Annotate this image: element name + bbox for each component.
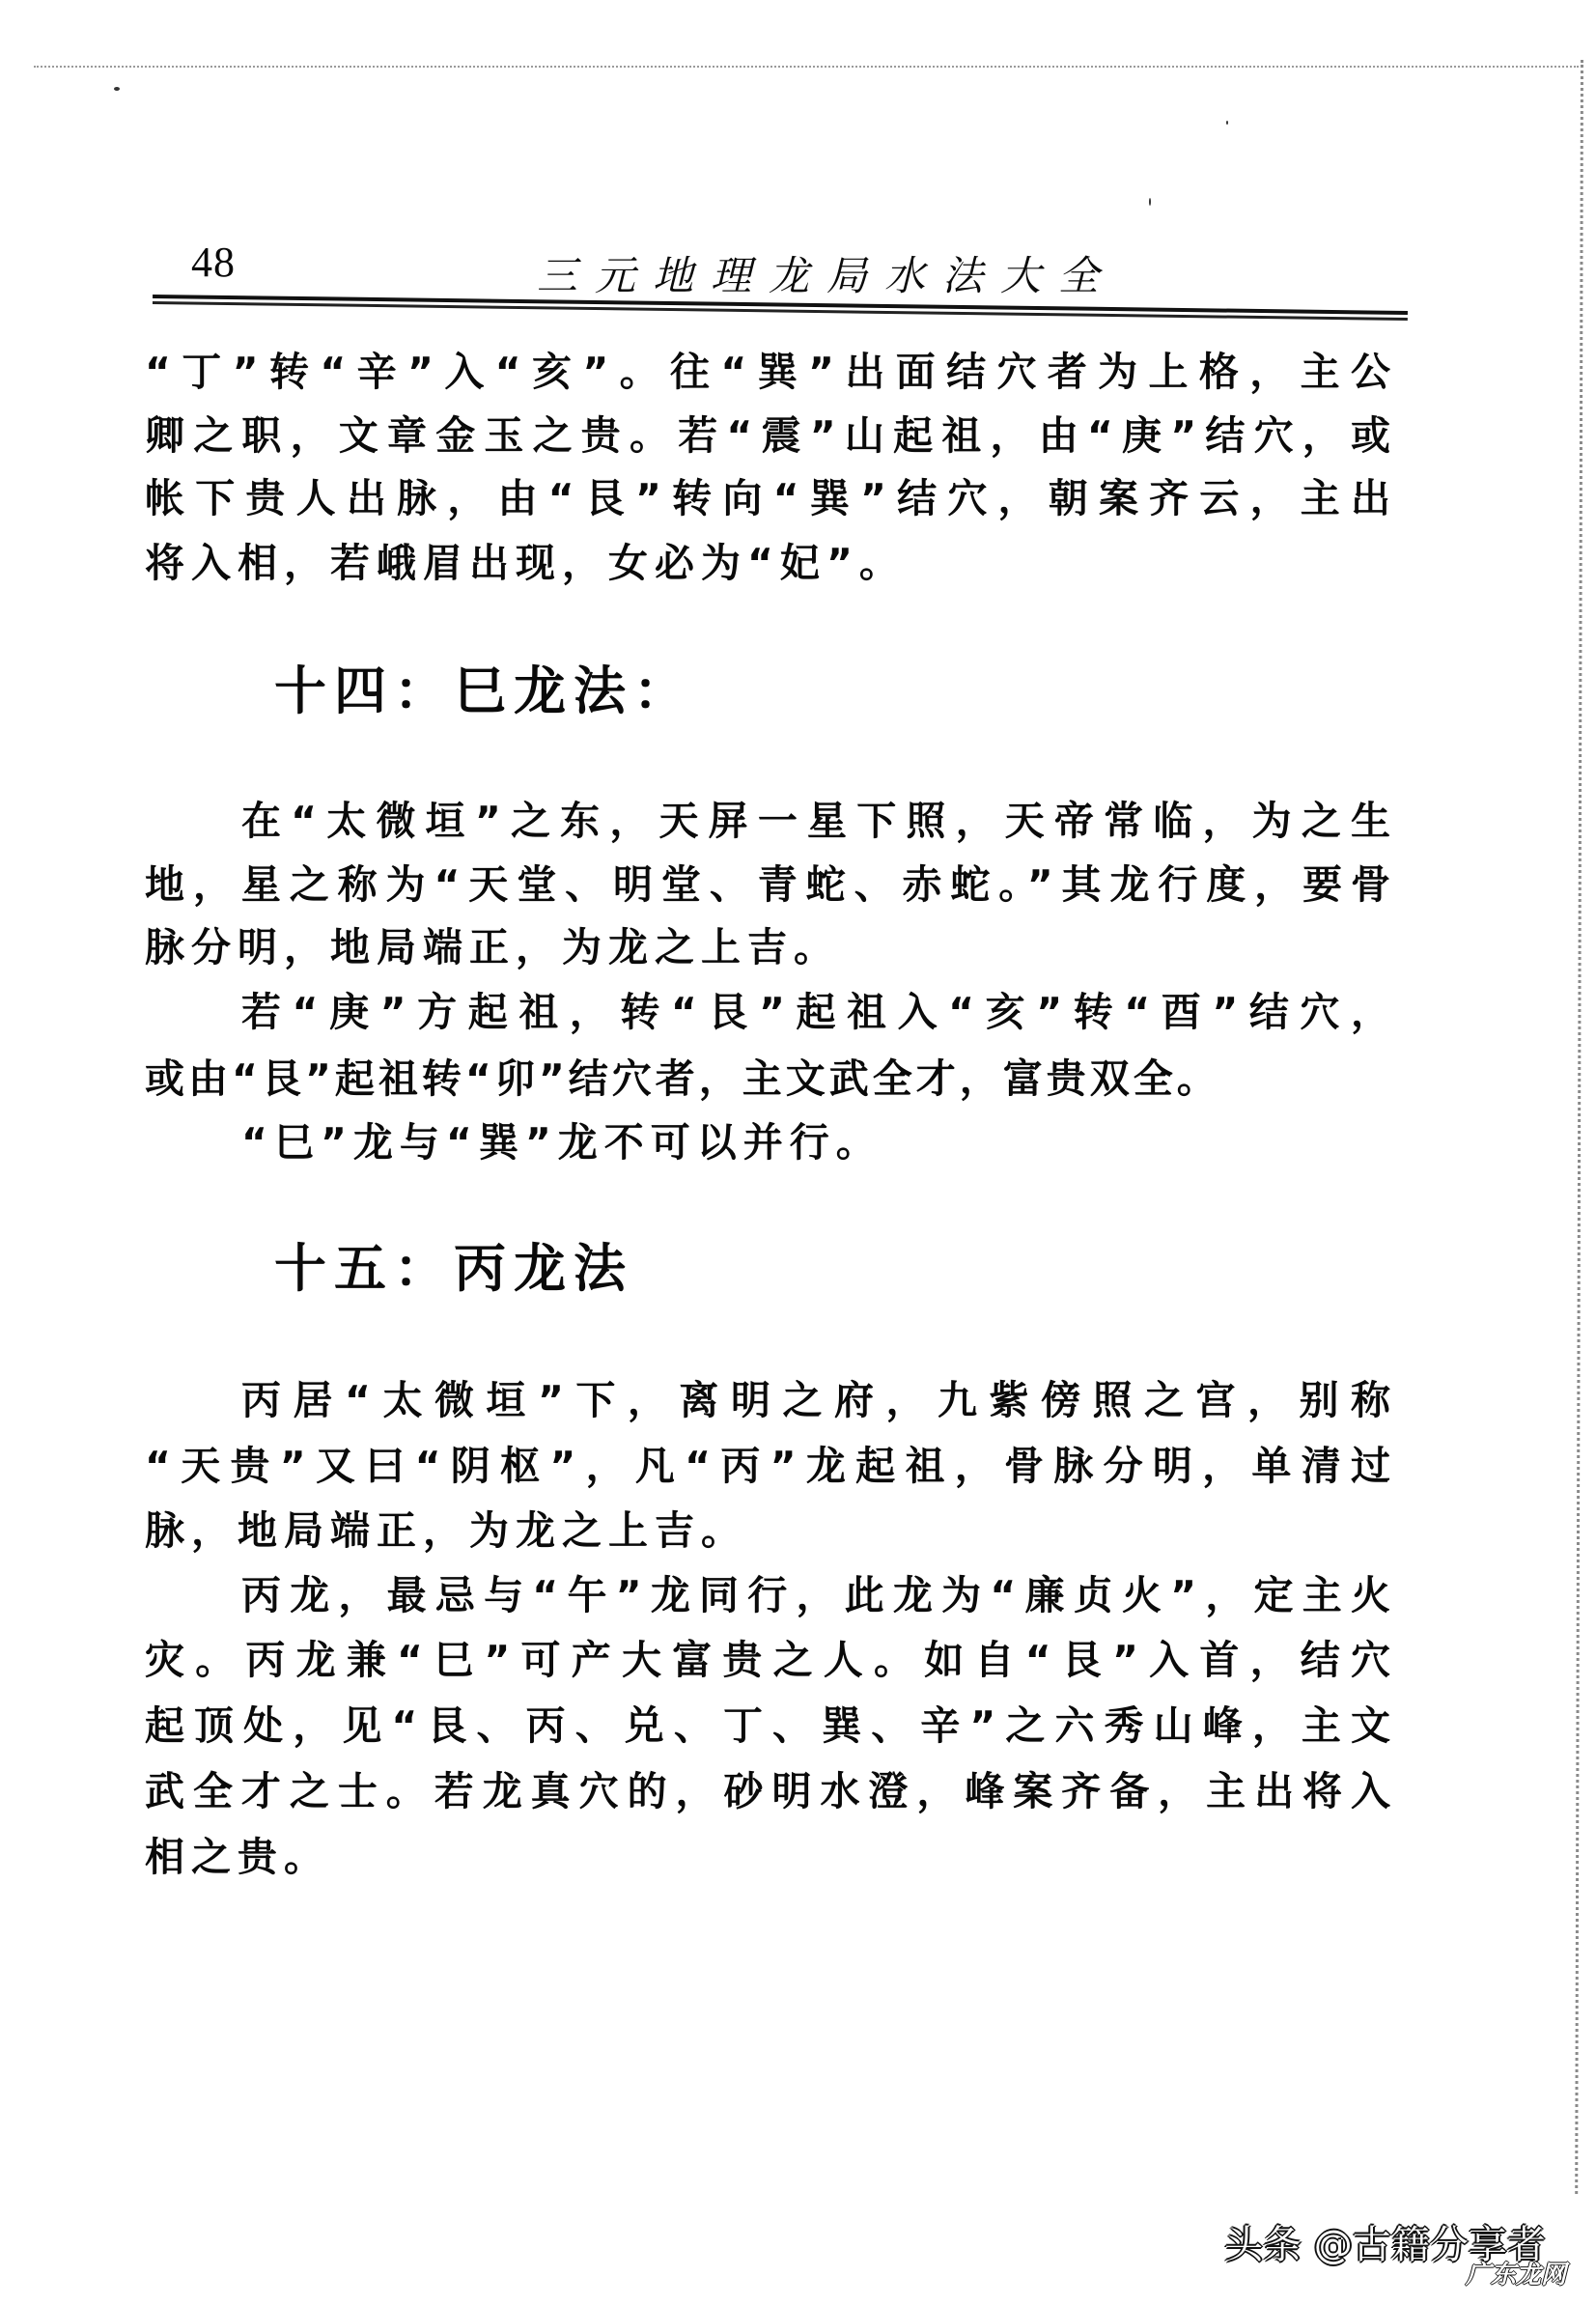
running-title: 三元地理龙局水法大全 <box>537 252 1117 299</box>
text-line: 丙居“太微垣”下，离明之府，九紫傍照之宫，别称 <box>241 1377 1390 1423</box>
page-number: 48 <box>191 239 236 286</box>
text-line: “天贵”又曰“阴枢”，凡“丙”龙起祖，骨脉分明，单清过 <box>145 1443 1390 1489</box>
text-line: 相之贵。 <box>145 1834 330 1880</box>
text-line: 帐下贵人出脉，由“艮”转向“巽”结穴，朝案齐云，主出 <box>145 475 1390 521</box>
text-line: 脉，地局端正，为龙之上吉。 <box>145 1507 747 1554</box>
text-line: 在“太微垣”之东，天屏一星下照，天帝常临，为之生 <box>241 798 1390 844</box>
text-line: 脉分明，地局端正，为龙之上吉。 <box>145 924 840 970</box>
text-line: 地，星之称为“天堂、明堂、青蛇、赤蛇。”其龙行度，要骨 <box>145 861 1390 908</box>
source-watermark: 头条 @古籍分享者 <box>1224 2223 1546 2267</box>
scan-speck <box>1226 121 1228 125</box>
site-watermark: 广东龙网 <box>1466 2261 1567 2290</box>
text-line: “巳”龙与“巽”龙不可以并行。 <box>241 1119 882 1166</box>
text-line: 武全才之士。若龙真穴的，砂明水澄，峰案齐备，主出将入 <box>145 1768 1390 1814</box>
scan-speck <box>114 87 120 91</box>
text-line: 丙龙，最忌与“午”龙同行，此龙为“廉贞火”，定主火 <box>241 1572 1390 1618</box>
text-line: 起顶处，见“艮、丙、兑、丁、巽、辛”之六秀山峰，主文 <box>145 1702 1390 1749</box>
text-line: “丁”转“辛”入“亥”。往“巽”出面结穴者为上格，主公 <box>145 349 1390 395</box>
scan-edge-right <box>1575 60 1583 2194</box>
scan-edge-top <box>34 66 1579 68</box>
text-line: 卿之职，文章金玉之贵。若“震”山起祖，由“庚”结穴，或 <box>145 412 1390 459</box>
text-line: 将入相，若峨眉出现，女必为“妃”。 <box>145 540 906 586</box>
text-line: 或由“艮”起祖转“卯”结穴者，主文武全才，富贵双全。 <box>145 1055 1220 1102</box>
section-heading-15: 十五：丙龙法 <box>274 1238 633 1299</box>
text-line: 灾。丙龙兼“巳”可产大富贵之人。如自“艮”入首，结穴 <box>145 1637 1390 1683</box>
section-heading-14: 十四：巳龙法： <box>274 661 693 721</box>
scan-speck <box>1149 198 1151 206</box>
text-line: 若“庚”方起祖，转“艮”起祖入“亥”转“酉”结穴， <box>241 989 1390 1035</box>
